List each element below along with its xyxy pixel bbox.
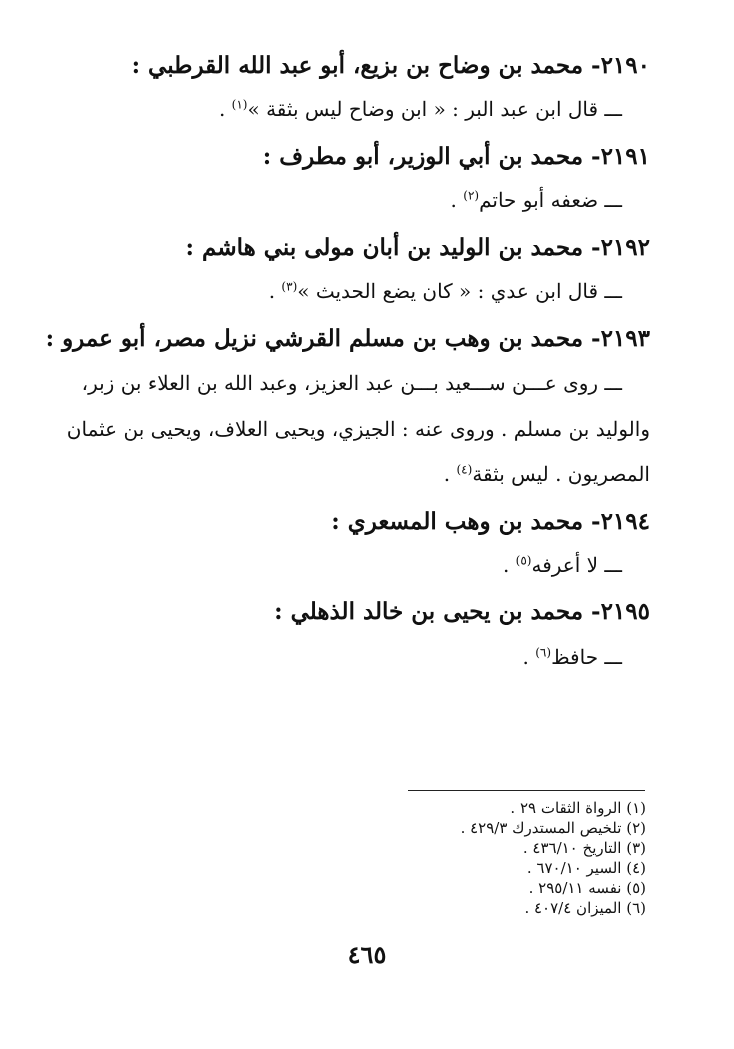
page-number: ٤٦٥ bbox=[347, 940, 387, 969]
entry-line-text: ـــ ضعفه أبو حاتم bbox=[479, 188, 622, 212]
entry-heading: ٢١٩٥- محمد بن يحيى بن خالد الذهلي : bbox=[274, 598, 650, 625]
entry-line-tail: . bbox=[218, 97, 232, 121]
entry-line-text: المصريون . ليس بثقة bbox=[472, 462, 650, 486]
entry-line-tail: . bbox=[268, 279, 282, 303]
entry-line-text: والوليد بن مسلم . وروى عنه : الجيزي، ويحيى العلاف، ويحيى بن عثمان bbox=[66, 417, 650, 441]
footnote-item: (٤) السير ٦٧٠/١٠ . bbox=[526, 859, 646, 877]
entry-line bbox=[444, 462, 650, 486]
footnotes bbox=[461, 798, 646, 918]
entry-line-tail: . bbox=[443, 462, 457, 486]
footnote-marker: (٤) bbox=[456, 462, 473, 477]
footnote-marker: (٢) bbox=[463, 188, 480, 203]
footnote-marker: (١) bbox=[231, 97, 248, 112]
footnote-item: (٥) نفسه ٢٩٥/١١ . bbox=[528, 879, 646, 897]
entry-line bbox=[523, 645, 622, 669]
entry-line bbox=[269, 279, 622, 303]
entry-line bbox=[219, 97, 622, 121]
footnote-marker: (٦) bbox=[535, 645, 552, 660]
entry-line-text: ـــ قال ابن عبد البر : « ابن وضاح ليس بثقة » bbox=[247, 97, 622, 121]
entry-line-text: ـــ لا أعرفه bbox=[531, 553, 622, 577]
footnote-item: (١) الرواة الثقات ٢٩ . bbox=[510, 799, 646, 817]
entry-line-tail: . bbox=[522, 645, 536, 669]
footnote-divider bbox=[408, 790, 645, 791]
entry-line-text: ـــ حافظ bbox=[551, 645, 622, 669]
entry-line-tail: . bbox=[502, 553, 516, 577]
footnote-item: (٢) تلخيص المستدرك ٤٢٩/٣ . bbox=[460, 819, 646, 837]
entry-line-tail: . bbox=[450, 188, 464, 212]
footnote-item: (٣) التاريخ ٤٣٦/١٠ . bbox=[522, 839, 646, 857]
entry-line-text: ـــ قال ابن عدي : « كان يضع الحديث » bbox=[297, 279, 622, 303]
entry-heading: ٢١٩٠- محمد بن وضاح بن بزيع، أبو عبد الله القرطبي : bbox=[131, 52, 650, 79]
footnote-marker: (٣) bbox=[281, 279, 298, 294]
footnote-marker: (٥) bbox=[515, 553, 532, 568]
entry-line bbox=[82, 371, 622, 395]
entry-heading: ٢١٩٢- محمد بن الوليد بن أبان مولى بني هاشم : bbox=[185, 234, 650, 261]
entry-line bbox=[503, 553, 622, 577]
entry-heading: ٢١٩١- محمد بن أبي الوزير، أبو مطرف : bbox=[262, 143, 650, 170]
entry-heading: ٢١٩٣- محمد بن وهب بن مسلم القرشي نزيل مصر، أبو عمرو : bbox=[45, 325, 650, 352]
entry-line bbox=[67, 417, 650, 441]
entry-line-text: ـــ روى عـــن ســـعيد بـــن عبد العزيز، وعبد الله بن العلاء بن زبر، bbox=[81, 371, 622, 395]
footnote-item: (٦) الميزان ٤٠٧/٤ . bbox=[524, 899, 646, 917]
entry-line bbox=[451, 188, 622, 212]
entry-heading: ٢١٩٤- محمد بن وهب المسعري : bbox=[331, 508, 650, 535]
